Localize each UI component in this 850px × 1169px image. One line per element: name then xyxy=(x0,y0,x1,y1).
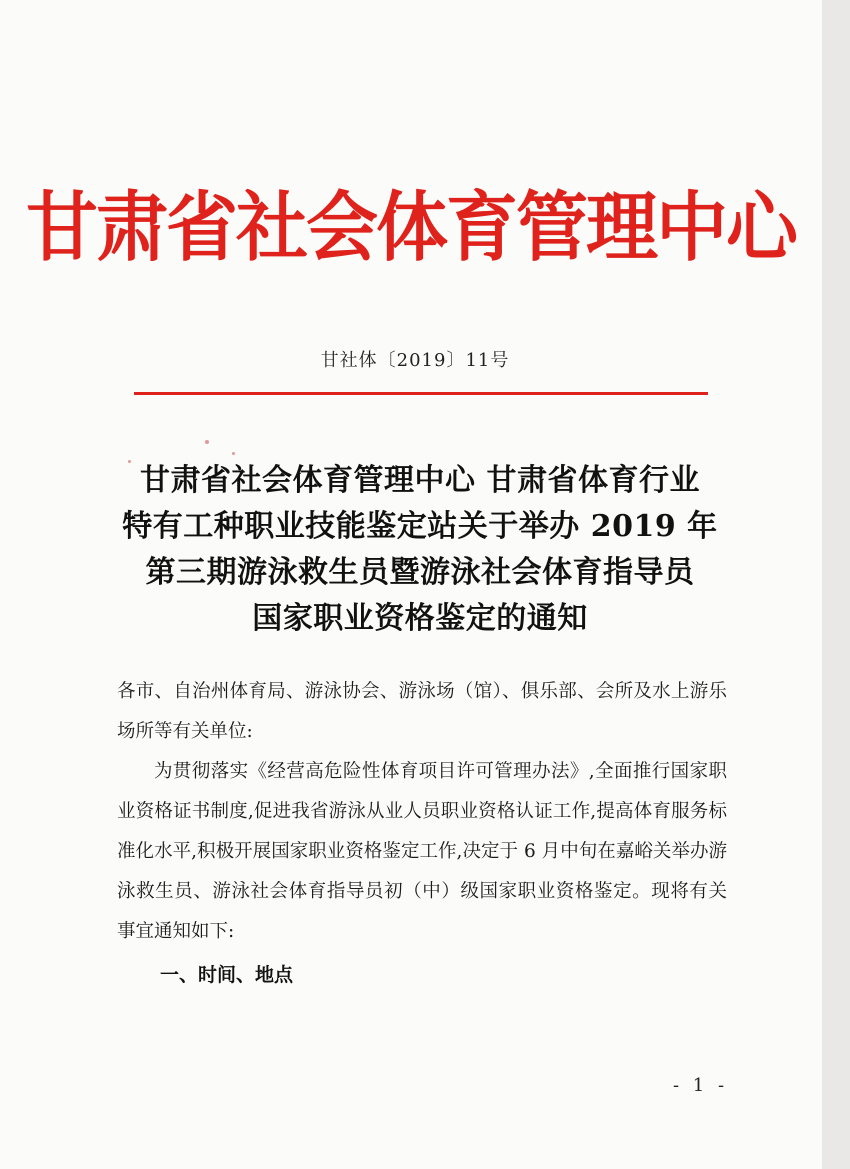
ink-speck xyxy=(128,460,131,463)
title-line: 甘肃省社会体育管理中心 甘肃省体育行业 xyxy=(140,463,700,498)
section-heading: 一、时间、地点 xyxy=(160,964,294,986)
letterhead-title: 甘肃省社会体育管理中心 xyxy=(25,182,796,272)
ink-speck xyxy=(232,452,235,455)
page-number: - 1 - xyxy=(673,1075,729,1096)
addressee: 各市、自治州体育局、游泳协会、游泳场（馆）、俱乐部、会所及水上游乐场所等有关单位: xyxy=(117,681,727,742)
red-divider xyxy=(134,392,708,395)
notice-body xyxy=(117,672,727,952)
title-line: 国家职业资格鉴定的通知 xyxy=(252,601,588,636)
notice-title xyxy=(110,458,730,642)
title-line: 第三期游泳救生员暨游泳社会体育指导员 xyxy=(145,555,695,590)
title-line: 特有工种职业技能鉴定站关于举办 2019 年 xyxy=(122,509,718,544)
document-number: 甘社体〔2019〕11号 xyxy=(320,350,510,371)
body-paragraph: 为贯彻落实《经营高危险性体育项目许可管理办法》,全面推行国家职业资格证书制度,促进我省游泳从业人员职业资格认证工作,提高体育服务标准化水平,积极开展国家职业资格鉴定工作,决定于 6 月中旬在嘉峪关举办游泳救生员、游泳社会体育指导员初（中）级国家职业资格鉴定。现将有关事宜通知如下: xyxy=(117,761,727,942)
ink-speck xyxy=(205,440,209,444)
